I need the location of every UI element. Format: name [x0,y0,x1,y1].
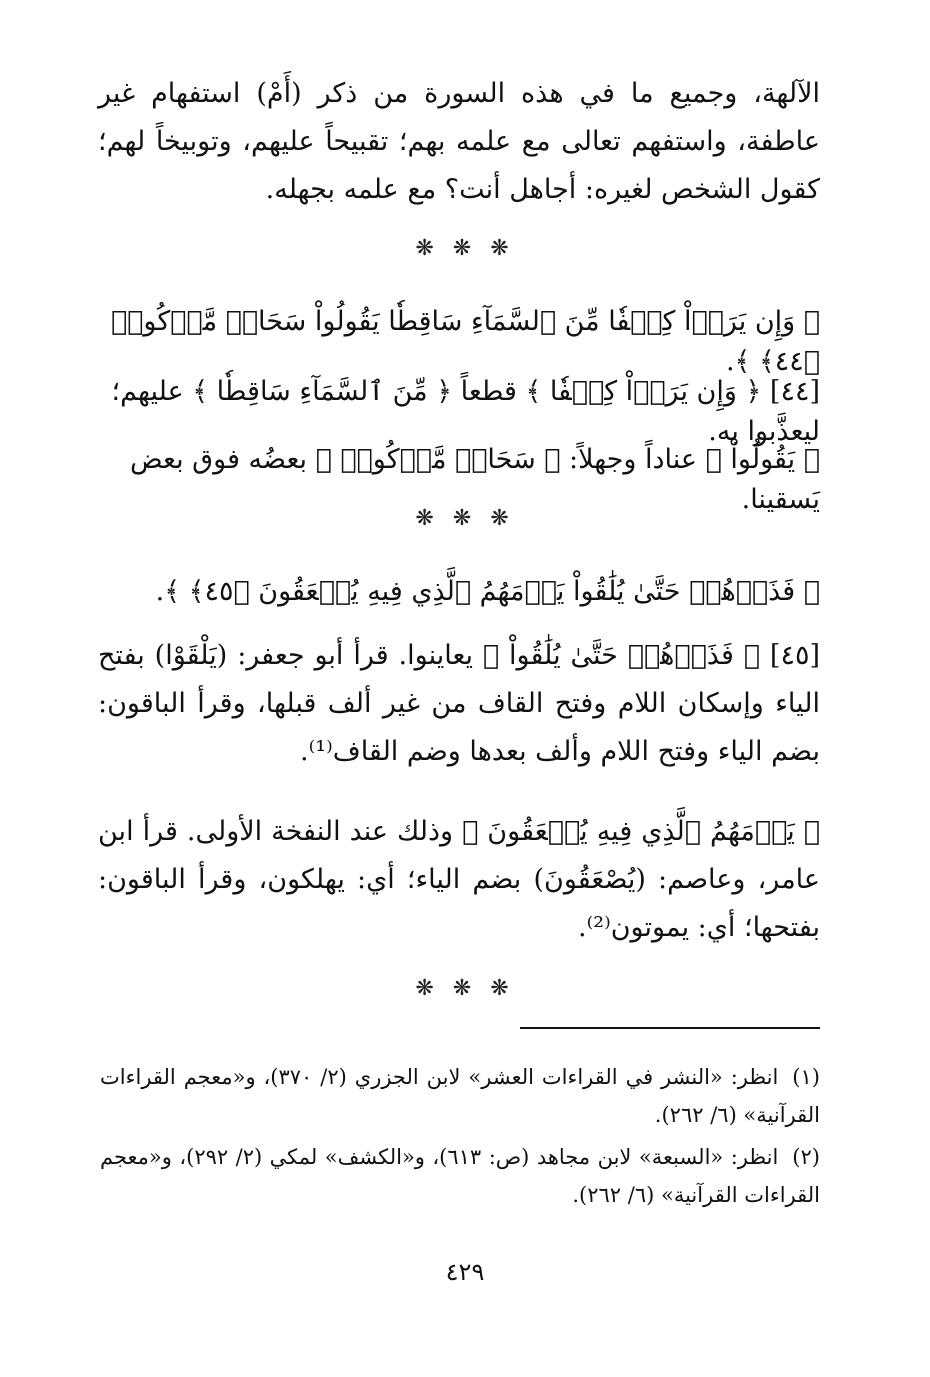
commentary-44-line1: [٤٤] ﴿ وَإِن يَرَوۡاْ كِسۡفٗا ﴾ قطعاً ﴿ مِّنَ ٱلسَّمَآءِ سَاقِطٗا ﴾ عليهم؛ ليعذَّبوا به. [111,376,820,447]
commentary-45-paragraph1: [٤٥] ﴿ فَذَرۡهُمۡ حَتَّىٰ يُلَٰقُواْ ﴾ يعاينوا. قرأ أبو جعفر: (يَلْقَوْا) بفتح الياء وإسكان اللام وفتح القاف من غير ألف قبلها، وقرأ الباقون: بضم الياء وفتح اللام وألف بعدها وضم القاف⁽¹⁾. [98,640,820,767]
footnote-2-number: (٢) [792,1145,820,1169]
verse-45: ﴿ فَذَرۡهُمۡ حَتَّىٰ يُلَٰقُواْ يَوۡمَهُمُ ٱلَّذِي فِيهِ يُصۡعَقُونَ ﴿٤٥﴾ ﴾. [155,576,820,607]
footnote-2 [100,1138,820,1214]
page-number: ٤٢٩ [445,1258,485,1286]
section-separator: ❋ ❋ ❋ [415,976,515,1001]
footnote-1-number: (١) [792,1065,820,1089]
footnote-1 [100,1058,820,1134]
section-separator: ❋ ❋ ❋ [415,506,515,531]
commentary-45-paragraph2: ﴿ يَوۡمَهُمُ ٱلَّذِي فِيهِ يُصۡعَقُونَ ﴾ وذلك عند النفخة الأولى. قرأ ابن عامر، وعاصم: (يُصْعَقُونَ) بضم الياء؛ أي: يهلكون، وقرأ الباقون: بفتحها؛ أي: يموتون⁽²⁾. [98,816,820,943]
verse-44: ﴿ وَإِن يَرَوۡاْ كِسۡفٗا مِّنَ ٱلسَّمَآءِ سَاقِطٗا يَقُولُواْ سَحَابٞ مَّرۡكُومٞ ﴿٤٤﴾ ﴾. [110,306,820,377]
footnote-divider [520,1027,820,1029]
footnote-1-text: انظر: «النشر في القراءات العشر» لابن الجزري (٢/ ٣٧٠)، و«معجم القراءات القرآنية» (٦/ ٢٦٢). [100,1065,820,1127]
section-separator: ❋ ❋ ❋ [415,236,515,261]
footnote-2-text: انظر: «السبعة» لابن مجاهد (ص: ٦١٣)، و«الكشف» لمكي (٢/ ٢٩٢)، و«معجم القراءات القرآنية» (٦/ ٢٦٢). [100,1145,820,1207]
paragraph-intro: الآلهة، وجميع ما في هذه السورة من ذكر (أَمْ) استفهام غير عاطفة، واستفهم تعالى مع علمه بهم؛ تقبيحاً عليهم، وتوبيخاً لهم؛ كقول الشخص لغيره: أجاهل أنت؟ مع علمه بجهله. [98,78,820,205]
commentary-44-line2: ﴿ يَقُولُواْ ﴾ عناداً وجهلاً: ﴿ سَحَابٞ مَّرۡكُومٞ ﴾ بعضُه فوق بعض يَسقينا. [129,444,820,515]
